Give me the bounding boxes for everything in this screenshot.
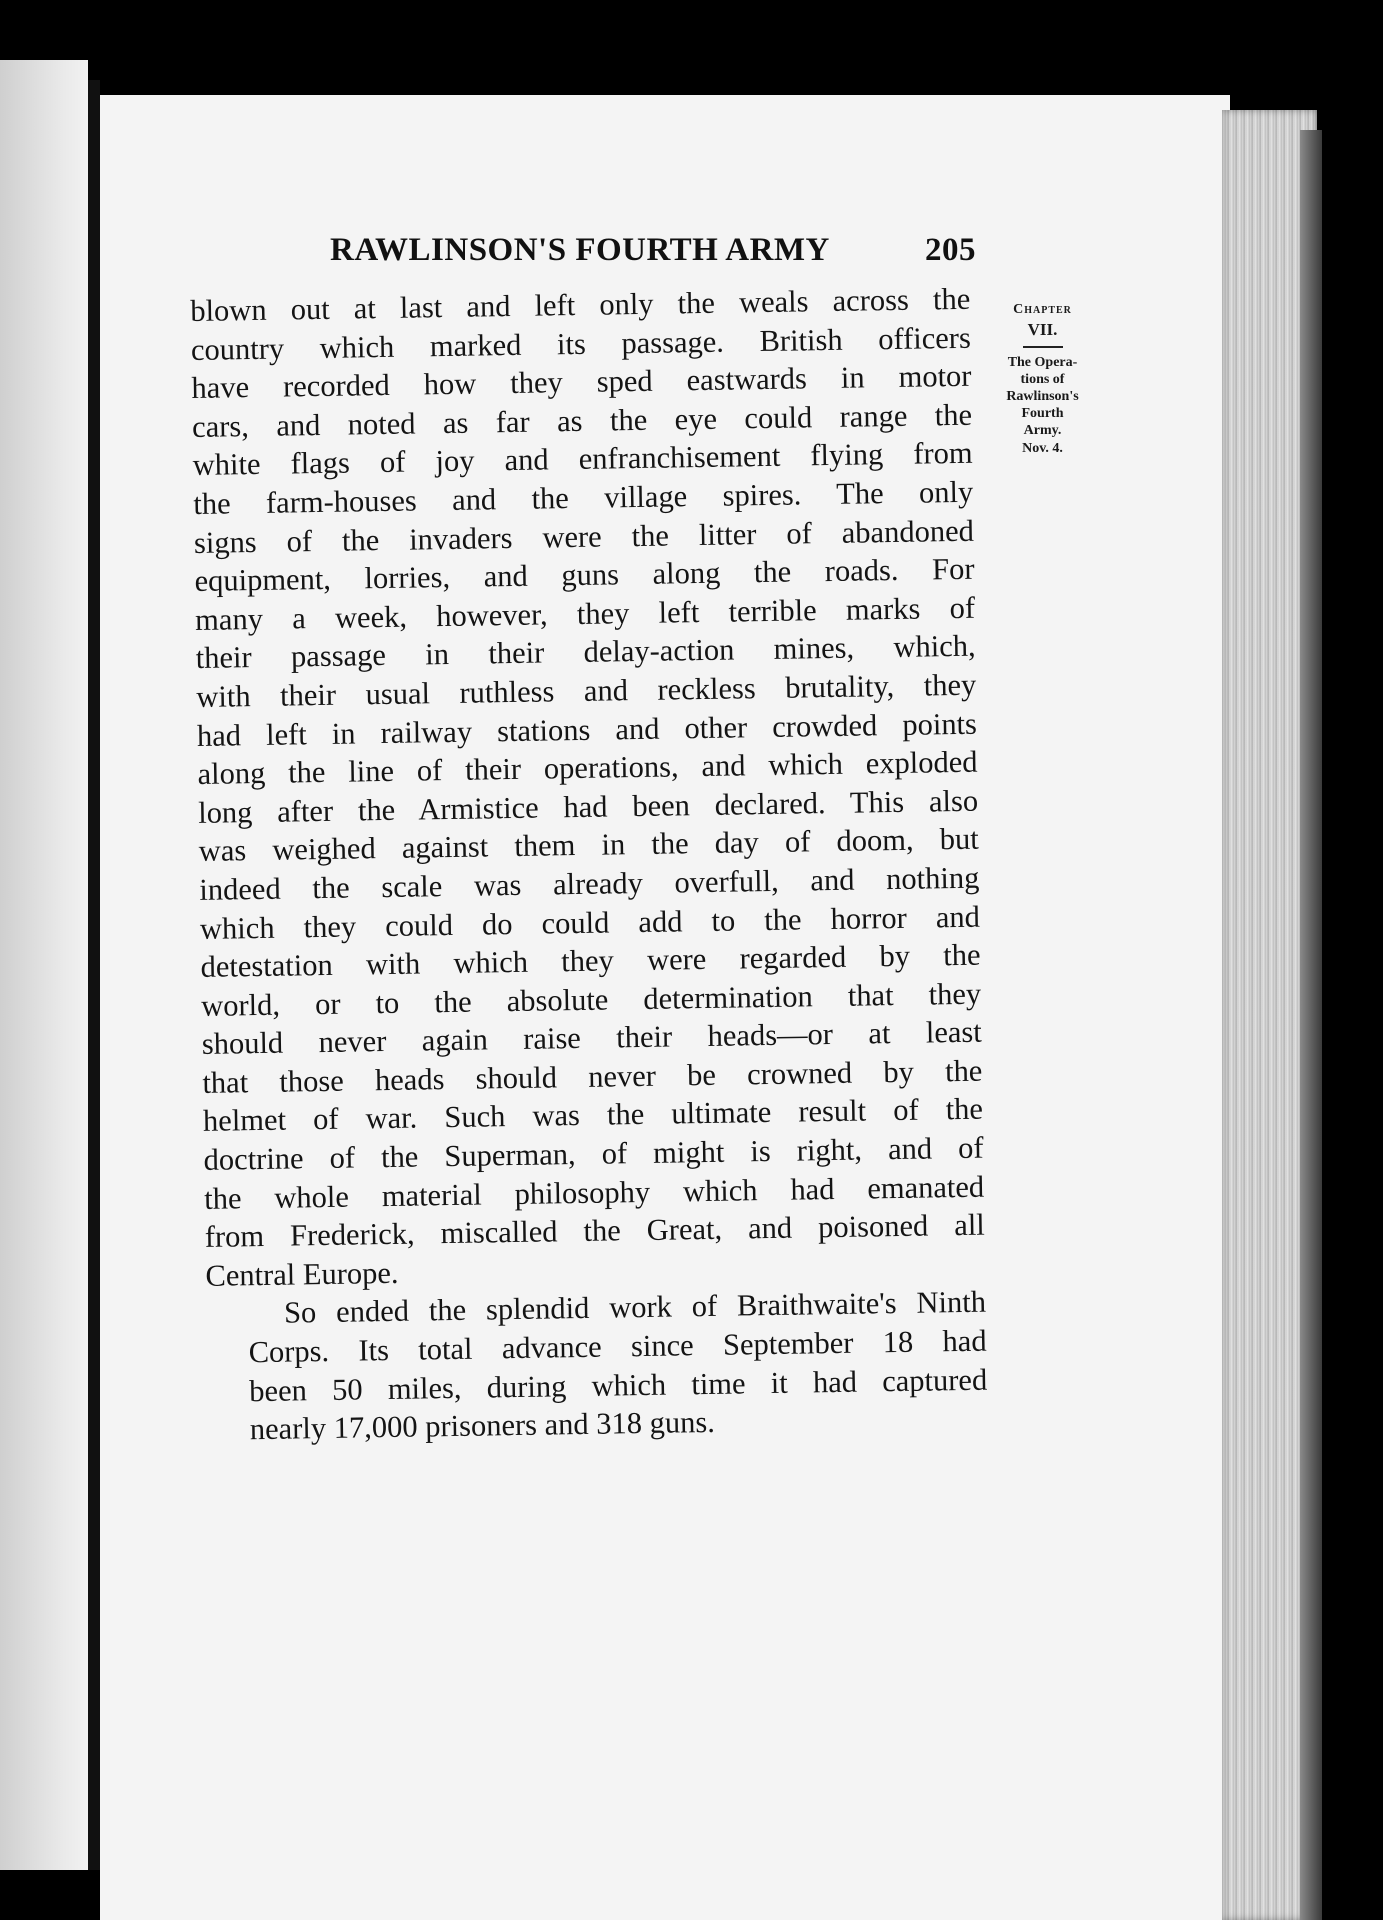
text-line: equipment, lorries, and guns along the roads. For [194, 551, 975, 599]
text-line: detestation with which they were regarded by the [200, 937, 981, 985]
margin-chapter-number: VII. [1027, 320, 1058, 339]
margin-date: Nov. 4. [1022, 441, 1063, 456]
text-line: along the line of their operations, and which exploded [197, 744, 978, 792]
text-line: should never again raise their heads—or at least [201, 1014, 982, 1062]
text-line: was weighed against them in the day of doom, but [198, 821, 979, 869]
margin-topic-line: Rawlinson's [1006, 389, 1079, 404]
text-line: indeed the scale was already overfull, and nothing [199, 860, 980, 907]
text-line: blown out at last and left only the weals across the [190, 281, 971, 328]
text-line: Corps. Its total advance since September 18 had [248, 1323, 987, 1370]
text-line: from Frederick, miscalled the Great, and poisoned all [204, 1207, 986, 1255]
text-line: the farm-houses and the village spires. The only [193, 474, 974, 521]
margin-topic-line: Army. [1023, 423, 1062, 438]
text-line: many a week, however, they left terrible marks of [194, 590, 976, 637]
text-line: helmet of war. Such was the ultimate result of the [202, 1092, 984, 1139]
text-line: cars, and noted as far as the eye could range the [191, 397, 973, 444]
page-stack-shadow [1300, 130, 1322, 1920]
paragraph-2 [206, 1283, 988, 1450]
text-line: nearly 17,000 prisoners and 318 guns. [249, 1405, 716, 1447]
facing-page-edge [0, 60, 88, 1870]
running-title: RAWLINSON'S FOURTH ARMY [330, 232, 830, 268]
text-line: been 50 miles, during which time it had captured [248, 1362, 988, 1408]
margin-note [985, 302, 1100, 457]
text-line: with their usual ruthless and reckless brutality, they [196, 667, 977, 714]
text-line: white flags of joy and enfranchisement flying from [192, 436, 973, 483]
page-number: 205 [925, 232, 976, 268]
text-line: country which marked its passage. British officers [190, 320, 972, 367]
margin-chapter-label: Chapter [1013, 302, 1072, 317]
text-line: doctrine of the Superman, of might is right, and of [203, 1130, 984, 1177]
margin-topic [985, 354, 1100, 439]
running-header [330, 232, 990, 282]
margin-topic-line: The Opera- [1007, 355, 1078, 370]
text-line: that those heads should never be crowned by the [202, 1053, 983, 1100]
text-line: world, or to the absolute determination that they [200, 976, 982, 1023]
margin-topic-line: tions of [1020, 372, 1065, 387]
text-line: the whole material philosophy which had emanated [203, 1169, 985, 1216]
text-line: long after the Armistice had been declared. This also [197, 783, 979, 830]
text-line: had left in railway stations and other crowded points [196, 706, 978, 753]
margin-topic-line: Fourth [1021, 406, 1064, 421]
text-line: their passage in their delay-action mines, which, [195, 629, 976, 676]
book-gutter [88, 80, 100, 1870]
text-line: have recorded how they sped eastwards in motor [191, 358, 972, 406]
body-text [190, 280, 988, 1450]
text-line: which they could do could add to the horror and [199, 899, 981, 946]
margin-rule [1023, 346, 1063, 348]
text-line: So ended the splendid work of Braithwaite's Ninth [283, 1285, 987, 1331]
text-line: Central Europe. [205, 1255, 399, 1293]
text-line: signs of the invaders were the litter of abandoned [193, 513, 975, 560]
paragraph-1 [190, 280, 986, 1296]
